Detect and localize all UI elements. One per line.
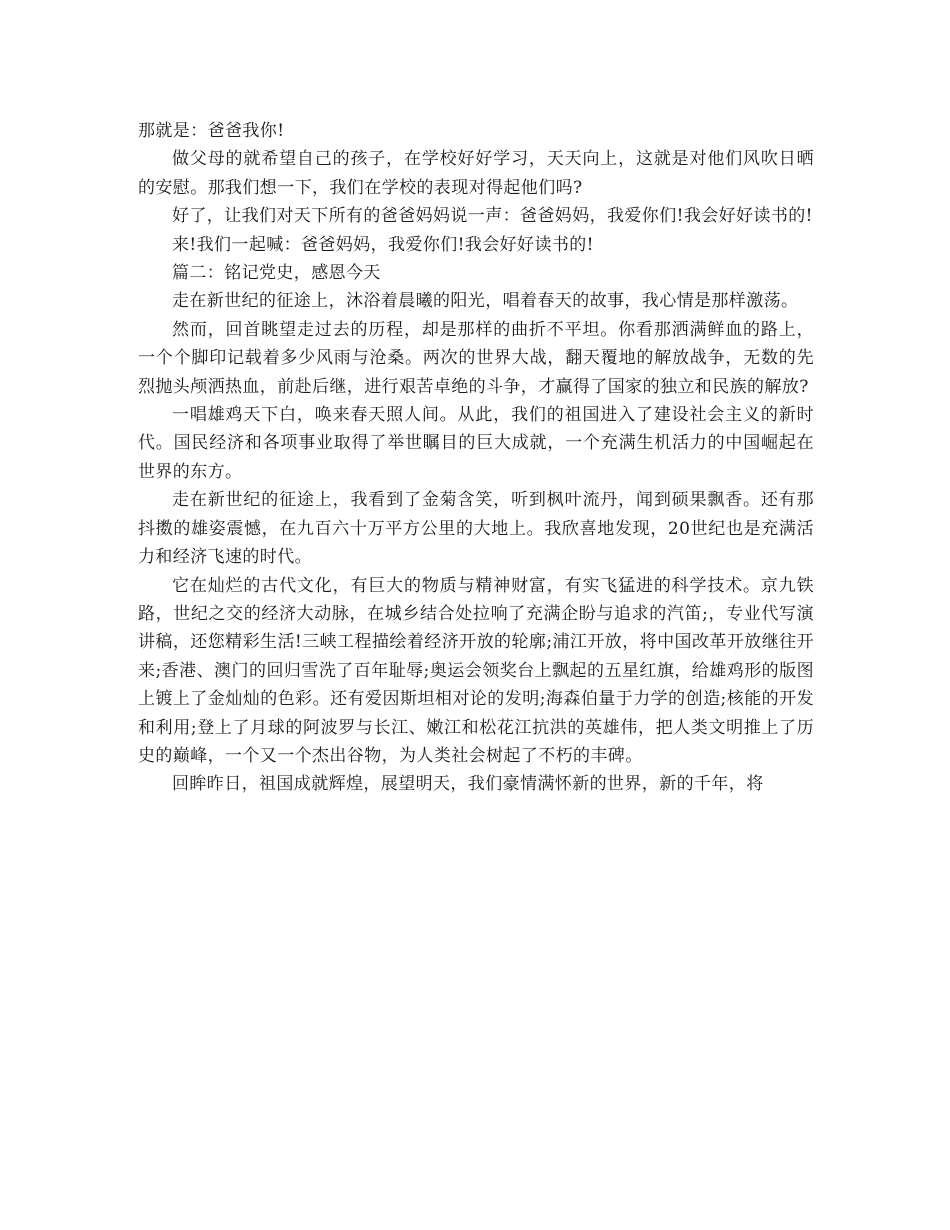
paragraph: 走在新世纪的征途上，我看到了金菊含笑，听到枫叶流丹，闻到硕果飘香。还有那抖擞的雄姿震憾，在九百六十万平方公里的大地上。我欣喜地发现，20世纪也是充满活力和经济飞速的时代。 (138, 490, 814, 568)
paragraph: 然而，回首眺望走过去的历程，却是那样的曲折不平坦。你看那洒满鲜血的路上，一个个脚印记载着多少风雨与沧桑。两次的世界大战，翻天覆地的解放战争，无数的先烈抛头颅洒热血，前赴后继，进行艰苦卓绝的斗争，才赢得了国家的独立和民族的解放? (138, 319, 814, 397)
section-heading: 篇二：铭记党史，感恩今天 (172, 263, 381, 284)
paragraph: 那就是：爸爸我你! (138, 121, 285, 141)
document-page (138, 117, 814, 799)
paragraph: 做父母的就希望自己的孩子，在学校好好学习，天天向上，这就是对他们风吹日晒的安慰。那我们想一下，我们在学校的表现对得起他们吗? (138, 149, 814, 198)
paragraph: 来!我们一起喊：爸爸妈妈，我爱你们!我会好好读书的! (172, 234, 594, 255)
paragraph: 回眸昨日，祖国成就辉煌，展望明天，我们豪情满怀新的世界，新的千年，将 (172, 774, 764, 795)
paragraph: 走在新世纪的征途上，沐浴着晨曦的阳光，唱着春天的故事，我心情是那样激荡。 (172, 291, 799, 312)
paragraph: 一唱雄鸡天下白，唤来春天照人间。从此，我们的祖国进入了建设社会主义的新时代。国民经济和各项事业取得了举世瞩目的巨大成就，一个充满生机活力的中国崛起在世界的东方。 (138, 405, 814, 482)
paragraph: 它在灿烂的古代文化，有巨大的物质与精神财富，有实飞猛进的科学技术。京九铁路，世纪之交的经济大动脉，在城乡结合处拉响了充满企盼与追求的汽笛;，专业代写演讲稿，还您精彩生活!三峡工程描绘着经济开放的轮廓;浦江开放，将中国改革开放继往开来;香港、澳门的回归雪洗了百年耻辱;奥运会领奖台上飘起的五星红旗，给雄鸡形的版图上镀上了金灿灿的色彩。还有爱因斯坦相对论的发明;海森伯量于力学的创造;核能的开发和利用;登上了月球的阿波罗与长江、嫩江和松花江抗洪的英雄伟，把人类文明推上了历史的巅峰，一个又一个杰出谷物，为人类社会树起了不朽的丰碑。 (138, 575, 814, 766)
paragraph: 好了，让我们对天下所有的爸爸妈妈说一声：爸爸妈妈，我爱你们!我会好好读书的! (172, 206, 813, 227)
